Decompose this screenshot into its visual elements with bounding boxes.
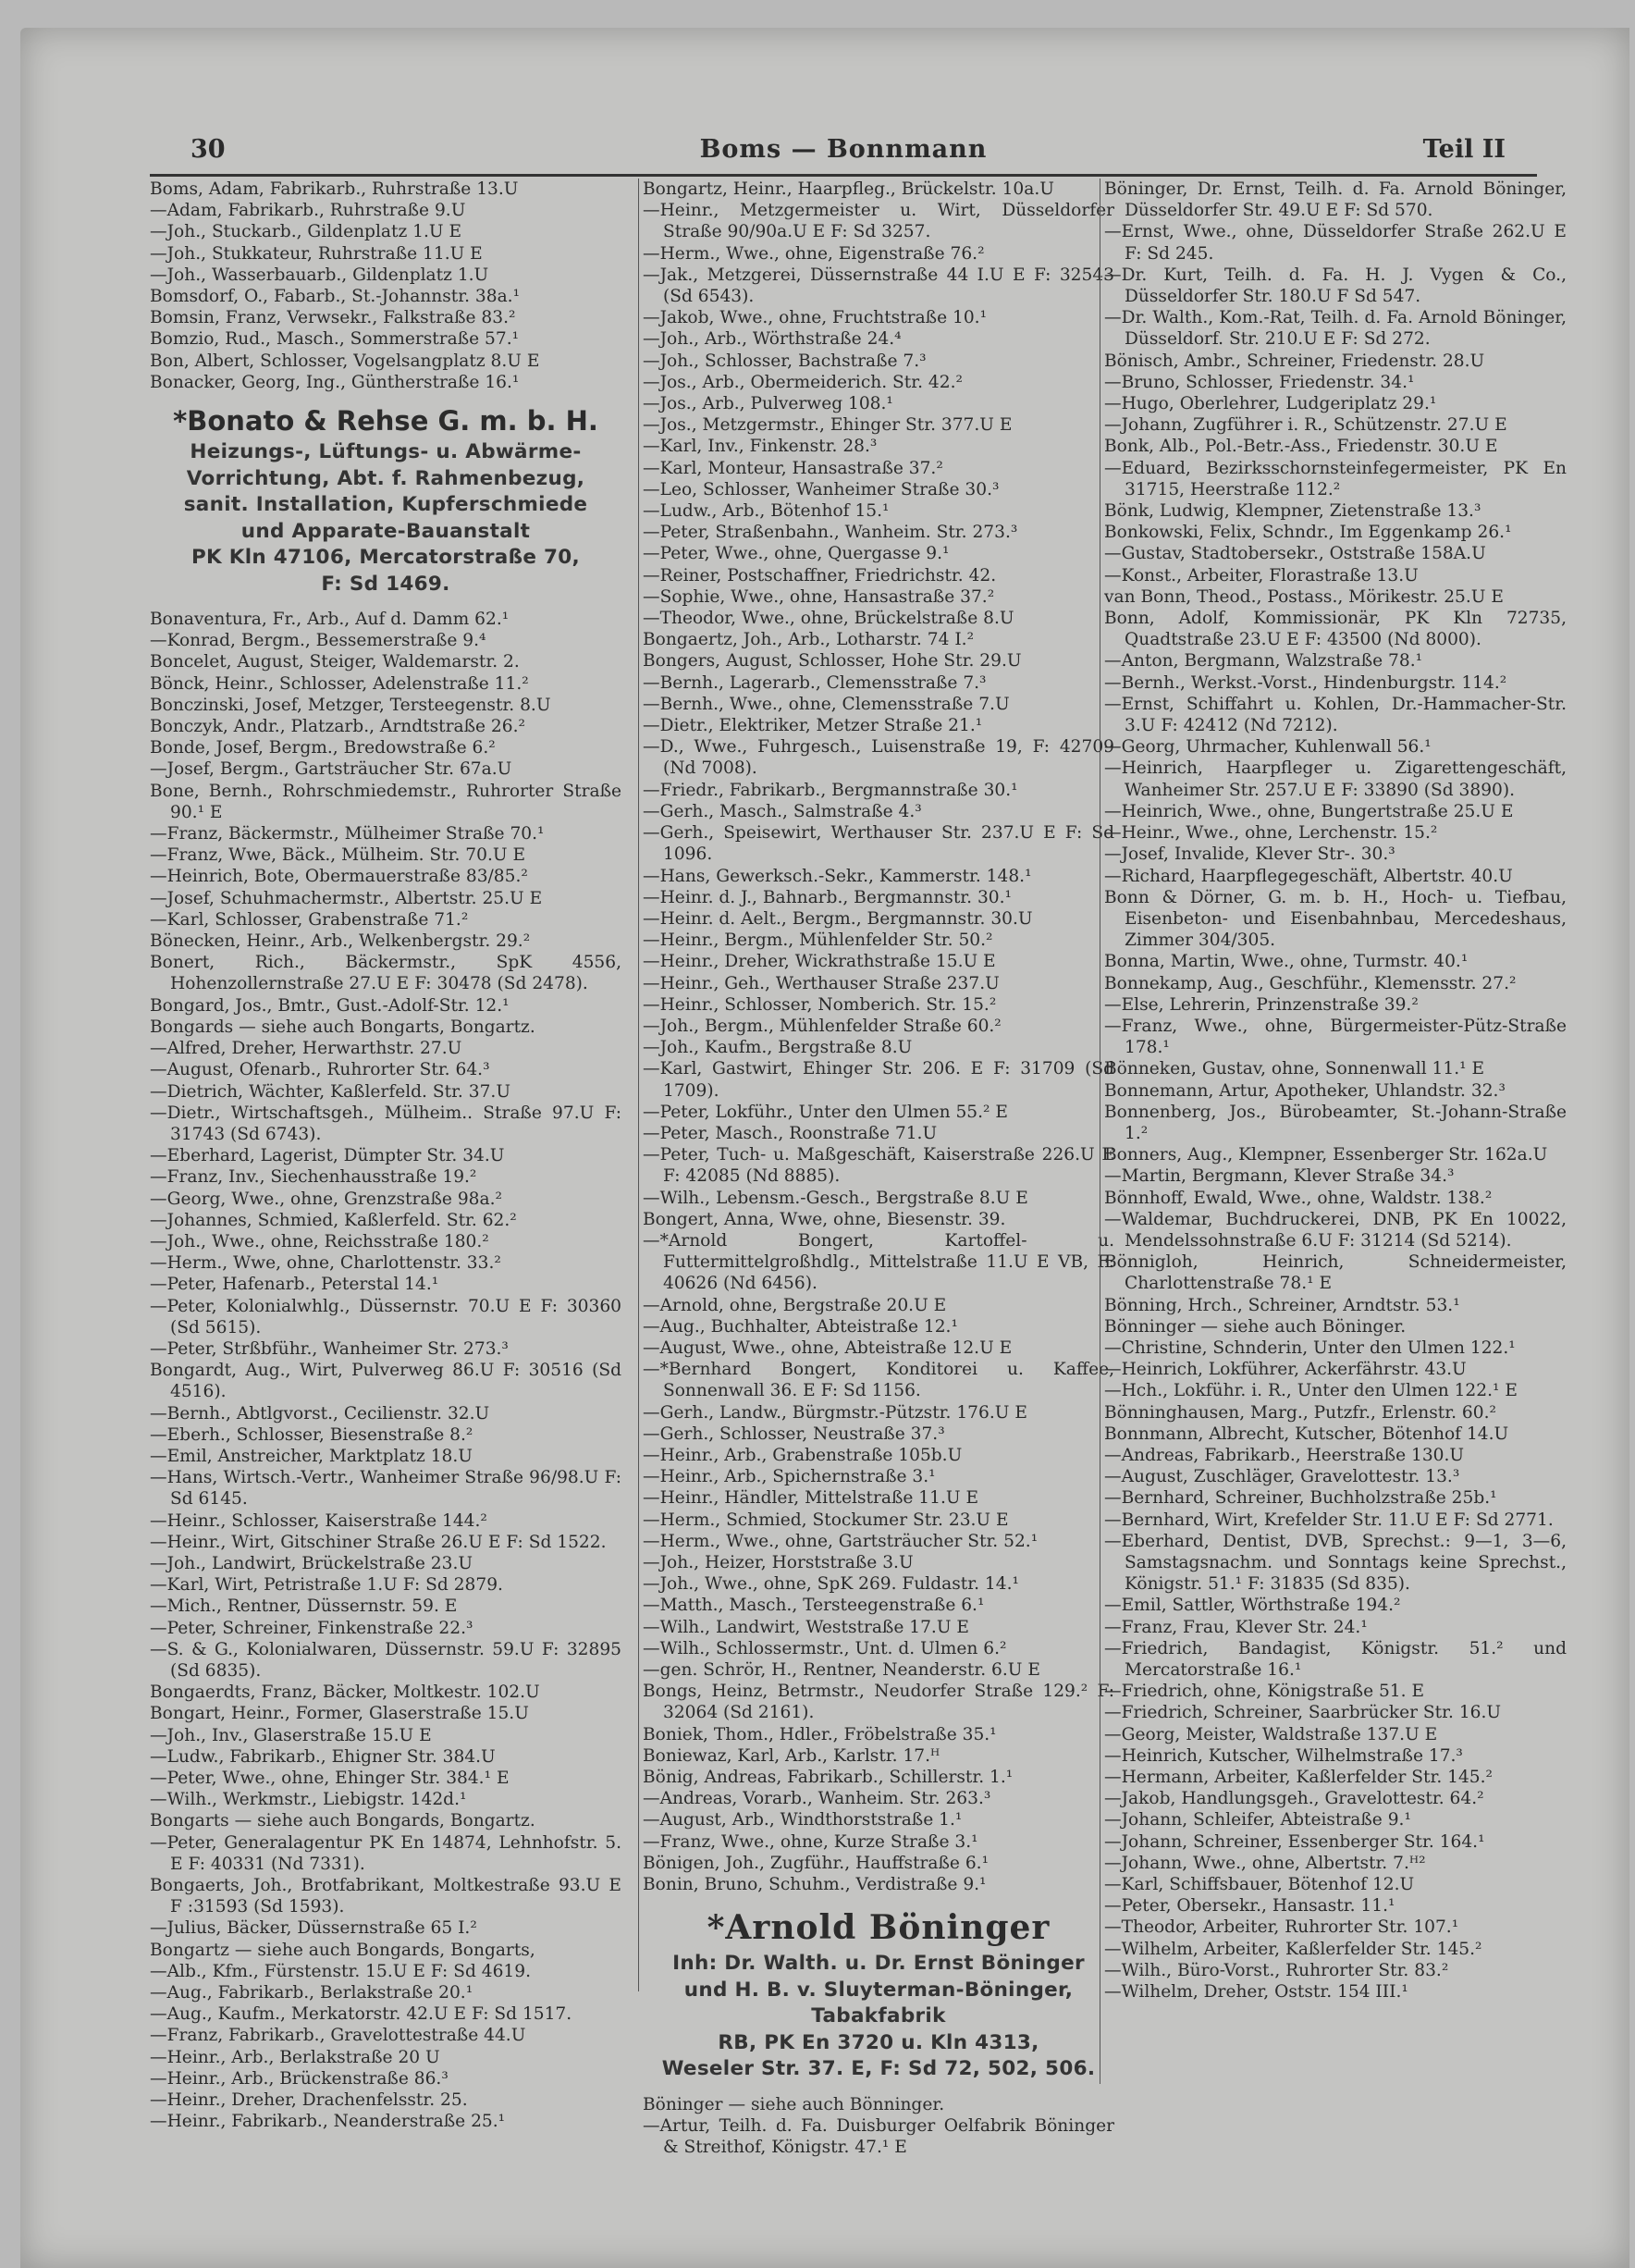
directory-entry: —Eduard, Bezirksschornsteinfegermeister, PK En 31715, Heerstraße 112.² xyxy=(1104,458,1567,499)
directory-entry: Bonert, Rich., Bäckermstr., SpK 4556, Hohenzollernstraße 27.U E F: 30478 (Sd 2478). xyxy=(150,953,621,994)
directory-entry: Bongaerts, Joh., Brotfabrikant, Moltkestraße 93.U E F :31593 (Sd 1593). xyxy=(150,1876,621,1917)
directory-entry: Bongartz, Heinr., Haarpfleg., Brückelstr. 10a.U xyxy=(643,179,1054,199)
ad-line: und Apparate-Bauanstalt xyxy=(240,519,531,543)
directory-entry: —Hans, Gewerksch.-Sekr., Kammerstr. 148.¹ xyxy=(643,866,1032,886)
directory-entry: —Richard, Haarpflegegeschäft, Albertstr. 40.U xyxy=(1104,866,1513,886)
directory-entry: —Joh., Wasserbauarb., Gildenplatz 1.U xyxy=(150,265,489,285)
directory-entry: —Joh., Landwirt, Brückelstraße 23.U xyxy=(150,1553,473,1573)
directory-entry: —Reiner, Postschaffner, Friedrichstr. 42. xyxy=(643,565,997,585)
directory-entry: —Johann, Schleifer, Abteistraße 9.¹ xyxy=(1104,1810,1411,1830)
directory-entry: —Bruno, Schlosser, Friedenstr. 34.¹ xyxy=(1104,372,1415,392)
directory-entry: van Bonn, Theod., Postass., Mörikestr. 25.U E xyxy=(1104,586,1504,607)
directory-entry: —Josef, Schuhmachermstr., Albertstr. 25.U E xyxy=(150,888,543,908)
directory-entry: Bonk, Alb., Pol.-Betr.-Ass., Friedenstr. 30.U E xyxy=(1104,437,1498,457)
directory-entry: —Julius, Bäcker, Düssernstraße 65 I.² xyxy=(150,1918,477,1939)
directory-entry: Bönigen, Joh., Zugführ., Hauffstraße 6.¹ xyxy=(643,1853,990,1873)
directory-entry: —Wilh., Werkmstr., Liebigstr. 142d.¹ xyxy=(150,1790,467,1810)
directory-entry: Bonczinski, Josef, Metzger, Tersteegenstr. 8.U xyxy=(150,695,551,715)
directory-entry: —Arnold, ohne, Bergstraße 20.U E xyxy=(643,1295,947,1315)
directory-entry: Bonde, Josef, Bergm., Bredowstraße 6.² xyxy=(150,738,496,758)
directory-entry: —Ludw., Fabrikarb., Ehigner Str. 384.U xyxy=(150,1746,496,1767)
directory-entry: —Georg, Wwe., ohne, Grenzstraße 98a.² xyxy=(150,1189,502,1209)
ad-line: Tabakfabrik xyxy=(811,2004,946,2028)
directory-entry: —Joh., Stukkateur, Ruhrstraße 11.U E xyxy=(150,243,483,264)
directory-entry: —Heinr., Arb., Grabenstraße 105b.U xyxy=(643,1445,963,1465)
directory-entry: —Wilh., Schlossermstr., Unt. d. Ulmen 6.² xyxy=(643,1638,1007,1658)
directory-entry: —Joh., Inv., Glaserstraße 15.U E xyxy=(150,1725,432,1745)
directory-entry: Boncelet, August, Steiger, Waldemarstr. 2. xyxy=(150,652,520,672)
directory-entry: —Heinr., Arb., Berlakstraße 20 U xyxy=(150,2047,440,2067)
directory-entry: Bönig, Andreas, Fabrikarb., Schillerstr. 1.¹ xyxy=(643,1768,1014,1788)
directory-entry: —Alfred, Dreher, Herwarthstr. 27.U xyxy=(150,1039,462,1059)
directory-entry: —Bernh., Werkst.-Vorst., Hindenburgstr. 114.² xyxy=(1104,672,1507,693)
directory-entry: Bönninger — siehe auch Böninger. xyxy=(1104,1316,1407,1337)
directory-entry: Bon, Albert, Schlosser, Vogelsangplatz 8.U E xyxy=(150,351,540,371)
directory-entry: Bonacker, Georg, Ing., Güntherstraße 16.¹ xyxy=(150,372,520,392)
directory-entry: —Aug., Buchhalter, Abteistraße 12.¹ xyxy=(643,1316,958,1337)
directory-entry: —Peter, Lokführ., Unter den Ulmen 55.² E xyxy=(643,1102,1008,1122)
directory-entry: —Hugo, Oberlehrer, Ludgeriplatz 29.¹ xyxy=(1104,394,1437,414)
directory-entry: Bongardt, Aug., Wirt, Pulverweg 86.U F: 30516 (Sd 4516). xyxy=(150,1361,621,1402)
directory-entry: —Sophie, Wwe., ohne, Hansastraße 37.² xyxy=(643,586,995,607)
directory-page xyxy=(150,129,1567,2158)
paper-sheet xyxy=(20,28,1629,2268)
directory-entry: —Peter, Obersekr., Hansastr. 11.¹ xyxy=(1104,1896,1395,1917)
directory-entry: —Gerh., Speisewirt, Werthauser Str. 237.U E F: Sd 1096. xyxy=(643,823,1114,865)
directory-entry: —Joh., Stuckarb., Gildenplatz 1.U E xyxy=(150,222,462,242)
directory-entry: Bönneken, Gustav, ohne, Sonnenwall 11.¹ E xyxy=(1104,1059,1485,1079)
directory-entry: —Heinr. d. J., Bahnarb., Bergmannstr. 30.¹ xyxy=(643,887,1013,907)
directory-entry: —Franz, Wwe., ohne, Kurze Straße 3.¹ xyxy=(643,1831,978,1852)
directory-entry: —Ernst, Wwe., ohne, Düsseldorfer Straße 262.U E F: Sd 245. xyxy=(1104,222,1567,264)
directory-entry: —Aug., Fabrikarb., Berlakstraße 20.¹ xyxy=(150,1983,473,2003)
directory-entry: —Eberh., Schlosser, Biesenstraße 8.² xyxy=(150,1424,473,1445)
directory-entry: —S. & G., Kolonialwaren, Düssernstr. 59.U F: 32895 (Sd 6835). xyxy=(150,1639,621,1681)
directory-entry: —Anton, Bergmann, Walzstraße 78.¹ xyxy=(1104,651,1423,672)
directory-entry: —Heinrich, Kutscher, Wilhelmstraße 17.³ xyxy=(1104,1745,1463,1766)
directory-entry: Bomsin, Franz, Verwsekr., Falkstraße 83.² xyxy=(150,308,516,328)
directory-entry: —Franz, Fabrikarb., Gravelottestraße 44.U xyxy=(150,2026,526,2046)
directory-entry: —Johann, Schreiner, Essenberger Str. 164.¹ xyxy=(1104,1831,1485,1852)
directory-entry: —Gerh., Landw., Bürgmstr.-Pützstr. 176.U E xyxy=(643,1402,1027,1423)
directory-entry: —Gerh., Masch., Salmstraße 4.³ xyxy=(643,801,922,821)
directory-entry: —August, Zuschläger, Gravelottestr. 13.³ xyxy=(1104,1467,1460,1487)
directory-entry: —Wilhelm, Dreher, Oststr. 154 III.¹ xyxy=(1104,1982,1408,2003)
directory-entry: —Heinrich, Wwe., ohne, Bungertstraße 25.U E xyxy=(1104,801,1514,821)
directory-entry: Boniek, Thom., Hdler., Fröbelstraße 35.¹ xyxy=(643,1724,997,1744)
advertisement xyxy=(643,1904,1114,2083)
directory-entry: —Friedrich, ohne, Königstraße 51. E xyxy=(1104,1682,1425,1702)
directory-entry: —Jos., Metzgermstr., Ehinger Str. 377.U E xyxy=(643,415,1013,436)
directory-entry: —Hermann, Arbeiter, Kaßlerfelder Str. 145.² xyxy=(1104,1768,1494,1788)
directory-entry: —Bernhard, Wirt, Krefelder Str. 11.U E F: Sd 2771. xyxy=(1104,1510,1554,1530)
directory-entry: —D., Wwe., Fuhrgesch., Luisenstraße 19, F: 42709 (Nd 7008). xyxy=(643,737,1114,779)
directory-entry: —Aug., Kaufm., Merkatorstr. 42.U E F: Sd 1517. xyxy=(150,2004,572,2025)
directory-entry: —Herm., Schmied, Stockumer Str. 23.U E xyxy=(643,1510,1009,1530)
directory-entry: —Heinrich, Haarpfleger u. Zigarettengeschäft, Wanheimer Str. 257.U E F: 33890 (Sd 3890). xyxy=(1104,758,1567,800)
directory-entry: Bongart, Heinr., Former, Glaserstraße 15.U xyxy=(150,1704,529,1724)
directory-entry: —Dr. Walth., Kom.-Rat, Teilh. d. Fa. Arnold Böninger, Düsseldorf. Str. 210.U E F: Sd 272. xyxy=(1104,308,1567,350)
directory-entry: —Joh., Arb., Wörthstraße 24.⁴ xyxy=(643,329,902,350)
ad-line: Inh: Dr. Walth. u. Dr. Ernst Böninger xyxy=(672,1952,1085,1976)
directory-entry: —Ludw., Arb., Bötenhof 15.¹ xyxy=(643,501,890,522)
directory-entry: —Jos., Arb., Pulverweg 108.¹ xyxy=(643,394,893,414)
directory-entry: —Eberhard, Lagerist, Dümpter Str. 34.U xyxy=(150,1146,505,1166)
directory-entry: —Jakob, Wwe., ohne, Fruchtstraße 10.¹ xyxy=(643,308,988,328)
directory-entry: —Heinr., Geh., Werthauser Straße 237.U xyxy=(643,973,1000,993)
directory-entry: —Dr. Kurt, Teilh. d. Fa. H. J. Vygen & Co., Düsseldorfer Str. 180.U F Sd 547. xyxy=(1104,265,1567,307)
directory-entry: —Josef, Bergm., Gartsträucher Str. 67a.U xyxy=(150,759,512,780)
directory-entry: —gen. Schrör, H., Rentner, Neanderstr. 6.U E xyxy=(643,1660,1040,1681)
directory-entry: —Jos., Arb., Obermeiderich. Str. 42.² xyxy=(643,372,963,392)
advertisement xyxy=(150,402,621,598)
directory-entry: —Georg, Uhrmacher, Kuhlenwall 56.¹ xyxy=(1104,737,1432,758)
page-number: 30 xyxy=(191,135,226,164)
directory-entry: —Dietr., Elektriker, Metzer Straße 21.¹ xyxy=(643,716,983,736)
ad-line: sanit. Installation, Kupferschmiede xyxy=(183,493,588,517)
directory-entry: —Bernh., Lagerarb., Clemensstraße 7.³ xyxy=(643,672,987,693)
directory-entry: Bongert, Anna, Wwe, ohne, Biesenstr. 39. xyxy=(643,1209,1006,1229)
ad-line: PK Kln 47106, Mercatorstraße 70, xyxy=(191,546,581,570)
directory-entry: —Joh., Heizer, Horststraße 3.U xyxy=(643,1553,914,1572)
directory-entry: —Martin, Bergmann, Klever Straße 34.³ xyxy=(1104,1166,1455,1187)
directory-entry: —Franz, Inv., Siechenhausstraße 19.² xyxy=(150,1167,477,1188)
directory-entry: —Peter, Wwe., ohne, Quergasse 9.¹ xyxy=(643,544,950,564)
directory-entry: —Heinr., Wirt, Gitschiner Straße 26.U E F: Sd 1522. xyxy=(150,1532,607,1552)
directory-entry: —*Bernhard Bongert, Konditorei u. Kaffee, Sonnenwall 36. E F: Sd 1156. xyxy=(643,1360,1114,1401)
part-label: Teil II xyxy=(1422,135,1506,164)
ad-firm-name: *Bonato & Rehse G. m. b. H. xyxy=(173,405,598,438)
directory-entry: —Heinr., Schlosser, Nomberich. Str. 15.² xyxy=(643,994,997,1015)
directory-entry: —Jak., Metzgerei, Düssernstraße 44 I.U E F: 32543 (Sd 6543). xyxy=(643,265,1114,307)
ad-line: Vorrichtung, Abt. f. Rahmenbezug, xyxy=(186,466,585,490)
directory-entry: —Johann, Wwe., ohne, Albertstr. 7.ᴴ² xyxy=(1104,1853,1426,1873)
directory-entry: Bomzio, Rud., Masch., Sommerstraße 57.¹ xyxy=(150,329,520,350)
directory-entry: —Heinr., Schlosser, Kaiserstraße 144.² xyxy=(150,1510,487,1531)
directory-entry: —Joh., Kaufm., Bergstraße 8.U xyxy=(643,1038,913,1058)
directory-entry: —Konst., Arbeiter, Florastraße 13.U xyxy=(1104,565,1419,585)
directory-entry: —Emil, Sattler, Wörthstraße 194.² xyxy=(1104,1596,1401,1616)
directory-entry: Bönk, Ludwig, Klempner, Zietenstraße 13.³ xyxy=(1104,501,1481,522)
directory-entry: Bomsdorf, O., Fabarb., St.-Johannstr. 38a.¹ xyxy=(150,287,521,307)
directory-entry: —Hch., Lokführ. i. R., Unter den Ulmen 122.¹ E xyxy=(1104,1381,1518,1401)
directory-entry: —August, Ofenarb., Ruhrorter Str. 64.³ xyxy=(150,1060,490,1080)
directory-entry: Bönisch, Ambr., Schreiner, Friedenstr. 28.U xyxy=(1104,351,1485,371)
directory-entry: —Peter, Schreiner, Finkenstraße 22.³ xyxy=(150,1618,473,1638)
directory-entry: —Mich., Rentner, Düssernstr. 59. E xyxy=(150,1596,458,1617)
directory-entry: —Karl, Schiffsbauer, Bötenhof 12.U xyxy=(1104,1875,1415,1895)
directory-entry: —Karl, Wirt, Petristraße 1.U F: Sd 2879. xyxy=(150,1575,503,1596)
directory-entry: —Herm., Wwe, ohne, Charlottenstr. 33.² xyxy=(150,1253,501,1274)
directory-entry: —Karl, Monteur, Hansastraße 37.² xyxy=(643,458,943,478)
directory-entry: —Peter, Tuch- u. Maßgeschäft, Kaiserstraße 226.U E F: 42085 (Nd 8885). xyxy=(643,1145,1114,1187)
directory-entry: —Johannes, Schmied, Kaßlerfeld. Str. 62.² xyxy=(150,1210,517,1230)
directory-entry: Bongarts — siehe auch Bongards, Bongartz. xyxy=(150,1811,535,1831)
directory-entry: Boniewaz, Karl, Arb., Karlstr. 17.ᴴ xyxy=(643,1745,940,1766)
directory-entry: Bongers, August, Schlosser, Hohe Str. 29.U xyxy=(643,651,1022,672)
directory-entry: —Wilh., Büro-Vorst., Ruhrorter Str. 83.² xyxy=(1104,1960,1449,1980)
directory-entry: Bonn & Dörner, G. m. b. H., Hoch- u. Tiefbau, Eisenbeton- und Eisenbahnbau, Mercedeshaus, Zimmer 304/305. xyxy=(1104,887,1567,951)
directory-entry: —Heinr., Bergm., Mühlenfelder Str. 50.² xyxy=(643,931,993,951)
directory-entry: Bönecken, Heinr., Arb., Welkenbergstr. 29.² xyxy=(150,931,531,952)
directory-entry: —Joh., Schlosser, Bachstraße 7.³ xyxy=(643,351,927,371)
directory-entry: —Karl, Schlosser, Grabenstraße 71.² xyxy=(150,909,469,930)
directory-entry: —Else, Lehrerin, Prinzenstraße 39.² xyxy=(1104,994,1419,1015)
directory-entry: —Franz, Wwe, Bäck., Mülheim. Str. 70.U E xyxy=(150,845,526,866)
directory-entry: —Dietrich, Wächter, Kaßlerfeld. Str. 37.U xyxy=(150,1081,510,1102)
directory-entry: —Theodor, Arbeiter, Ruhrorter Str. 107.¹ xyxy=(1104,1917,1459,1938)
page-header xyxy=(150,129,1537,177)
directory-entry: —Heinr., Dreher, Wickrathstraße 15.U E xyxy=(643,952,996,972)
directory-entry: Bone, Bernh., Rohrschmiedemstr., Ruhrorter Straße 90.¹ E xyxy=(150,781,621,822)
directory-entry: —Theodor, Wwe., ohne, Brückelstraße 8.U xyxy=(643,609,1014,629)
directory-entry: —Joh., Wwe., ohne, Reichsstraße 180.² xyxy=(150,1231,489,1251)
ad-firm-name: *Arnold Böninger xyxy=(707,1908,1051,1948)
column-1 xyxy=(150,179,621,2132)
directory-entry: Bonnekamp, Aug., Geschführ., Klemensstr. 27.² xyxy=(1104,973,1517,993)
directory-entry: —Heinrich, Bote, Obermauerstraße 83/85.² xyxy=(150,867,528,887)
directory-entry: Bönninghausen, Marg., Putzfr., Erlenstr. 60.² xyxy=(1104,1402,1496,1423)
directory-entry: Bongard, Jos., Bmtr., Gust.-Adolf-Str. 12.¹ xyxy=(150,995,510,1016)
directory-entry: —Dietr., Wirtschaftsgeh., Mülheim.. Straße 97.U F: 31743 (Sd 6743). xyxy=(150,1103,621,1144)
directory-entry: —Franz, Wwe., ohne, Bürgermeister-Pütz-Straße 178.¹ xyxy=(1104,1016,1567,1058)
directory-entry: —Konrad, Bergm., Bessemerstraße 9.⁴ xyxy=(150,631,486,651)
directory-entry: —Adam, Fabrikarb., Ruhrstraße 9.U xyxy=(150,201,466,221)
directory-entry: Bonnemann, Artur, Apotheker, Uhlandstr. 32.³ xyxy=(1104,1080,1506,1101)
directory-entry: —Karl, Gastwirt, Ehinger Str. 206. E F: 31709 (Sd 1709). xyxy=(643,1059,1114,1101)
directory-entry: —Gerh., Schlosser, Neustraße 37.³ xyxy=(643,1424,945,1444)
directory-entry: —Georg, Meister, Waldstraße 137.U E xyxy=(1104,1724,1438,1744)
directory-entry: —Emil, Anstreicher, Marktplatz 18.U xyxy=(150,1446,473,1466)
directory-entry: Bönck, Heinr., Schlosser, Adelenstraße 11.² xyxy=(150,673,529,694)
directory-entry: —Heinr., Arb., Brückenstraße 86.³ xyxy=(150,2068,449,2089)
directory-entry: —Waldemar, Buchdruckerei, DNB, PK En 10022, Mendelssohnstraße 6.U F: 31214 (Sd 5214). xyxy=(1104,1209,1567,1251)
directory-entry: —Joh., Bergm., Mühlenfelder Straße 60.² xyxy=(643,1016,1002,1036)
directory-entry: Böninger — siehe auch Bönninger. xyxy=(643,2094,945,2114)
directory-entry: —Heinr., Arb., Spichernstraße 3.¹ xyxy=(643,1467,936,1487)
directory-entry: —Heinr., Wwe., ohne, Lerchenstr. 15.² xyxy=(1104,823,1438,844)
directory-entry: Bönning, Hrch., Schreiner, Arndtstr. 53.¹ xyxy=(1104,1295,1460,1315)
ad-line: RB, PK En 3720 u. Kln 4313, xyxy=(718,2030,1039,2054)
directory-entry: Boms, Adam, Fabrikarb., Ruhrstraße 13.U xyxy=(150,179,519,199)
directory-entry: —Johann, Zugführer i. R., Schützenstr. 27.U E xyxy=(1104,415,1507,436)
directory-entry: —Leo, Schlosser, Wanheimer Straße 30.³ xyxy=(643,479,1000,499)
directory-entry: —Peter, Hafenarb., Peterstal 14.¹ xyxy=(150,1275,439,1295)
directory-entry: —Christine, Schnderin, Unter den Ulmen 122.¹ xyxy=(1104,1337,1516,1358)
directory-entry: —August, Wwe., ohne, Abteistraße 12.U E xyxy=(643,1337,1013,1358)
ad-line: und H. B. v. Sluyterman-Böninger, xyxy=(683,1978,1074,2002)
directory-entry: —Bernhard, Schreiner, Buchholzstraße 25b.¹ xyxy=(1104,1488,1497,1509)
directory-entry: —Josef, Invalide, Klever Str-. 30.³ xyxy=(1104,844,1395,865)
directory-entry: —Heinr. d. Aelt., Bergm., Bergmannstr. 30.U xyxy=(643,908,1033,929)
directory-entry: Böninger, Dr. Ernst, Teilh. d. Fa. Arnold Böninger, Düsseldorfer Str. 49.U E F: Sd 570. xyxy=(1104,179,1567,221)
directory-entry: —Peter, Masch., Roonstraße 71.U xyxy=(643,1123,938,1143)
directory-entry: —Herm., Wwe., ohne, Eigenstraße 76.² xyxy=(643,243,985,264)
directory-entry: —Wilh., Landwirt, Weststraße 17.U E xyxy=(643,1617,969,1637)
directory-entry: —Herm., Wwe., ohne, Gartsträucher Str. 52.¹ xyxy=(643,1531,1039,1551)
directory-entry: —Franz, Frau, Klever Str. 24.¹ xyxy=(1104,1617,1368,1637)
directory-entry: —Karl, Inv., Finkenstr. 28.³ xyxy=(643,437,878,457)
directory-entry: Bönnhoff, Ewald, Wwe., ohne, Waldstr. 138.² xyxy=(1104,1188,1493,1208)
directory-entry: Bonna, Martin, Wwe., ohne, Turmstr. 40.¹ xyxy=(1104,952,1469,972)
directory-entry: —Peter, Wwe., ohne, Ehinger Str. 384.¹ E xyxy=(150,1769,510,1788)
directory-entry: —Heinr., Fabrikarb., Neanderstraße 25.¹ xyxy=(150,2112,506,2132)
directory-entry: —Gustav, Stadtobersekr., Oststraße 158A.U xyxy=(1104,544,1486,564)
ad-line: Weseler Str. 37. E, F: Sd 72, 502, 506. xyxy=(661,2057,1096,2081)
directory-entry: Bonnmann, Albrecht, Kutscher, Bötenhof 14.U xyxy=(1104,1424,1509,1444)
directory-entry: —Heinr., Metzgermeister u. Wirt, Düsseldorfer Straße 90/90a.U E F: Sd 3257. xyxy=(643,201,1114,242)
directory-entry: Bonn, Adolf, Kommissionär, PK Kln 72735, Quadtstraße 23.U E F: 43500 (Nd 8000). xyxy=(1104,609,1567,650)
directory-entry: —Andreas, Vorarb., Wanheim. Str. 263.³ xyxy=(643,1789,991,1809)
directory-entry: —Alb., Kfm., Fürstenstr. 15.U E F: Sd 4619. xyxy=(150,1961,532,1981)
directory-entry: —Heinr., Händler, Mittelstraße 11.U E xyxy=(643,1488,979,1509)
directory-entry: —Peter, Kolonialwhlg., Düssernstr. 70.U E F: 30360 (Sd 5615). xyxy=(150,1296,621,1337)
directory-entry: Bongaerdts, Franz, Bäcker, Moltkestr. 102.U xyxy=(150,1683,540,1703)
directory-entry: —Peter, Strßbführ., Wanheimer Str. 273.³ xyxy=(150,1338,509,1359)
directory-entry: —Bernh., Abtlgvorst., Cecilienstr. 32.U xyxy=(150,1403,490,1424)
column-3 xyxy=(1100,179,1567,2084)
directory-entry: Bongartz — siehe auch Bongards, Bongarts, xyxy=(150,1940,535,1960)
ad-line: F: Sd 1469. xyxy=(321,572,450,596)
directory-entry: —Wilh., Lebensm.-Gesch., Bergstraße 8.U E xyxy=(643,1188,1028,1208)
directory-entry: —Hans, Wirtsch.-Vertr., Wanheimer Straße 96/98.U F: Sd 6145. xyxy=(150,1468,621,1510)
directory-entry: —*Arnold Bongert, Kartoffel- u. Futtermittelgroßhdlg., Mittelstraße 11.U E VB, F: 40626 (Nd 6456). xyxy=(643,1230,1114,1294)
directory-entry: Bonin, Bruno, Schuhm., Verdistraße 9.¹ xyxy=(643,1875,987,1895)
directory-entry: —Joh., Wwe., ohne, SpK 269. Fuldastr. 14.¹ xyxy=(643,1574,1019,1595)
directory-entry: Bongs, Heinz, Betrmstr., Neudorfer Straße 129.² F: 32064 (Sd 2161). xyxy=(643,1682,1114,1723)
directory-entry: —Franz, Bäckermstr., Mülheimer Straße 70.¹ xyxy=(150,824,545,844)
directory-entry: —Heinrich, Lokführer, Ackerfährstr. 43.U xyxy=(1104,1360,1467,1380)
directory-entry: Bonczyk, Andr., Platzarb., Arndtstraße 26.² xyxy=(150,717,525,737)
column-2 xyxy=(638,179,1114,2158)
directory-entry: —Matth., Masch., Tersteegenstraße 6.¹ xyxy=(643,1596,985,1616)
directory-entry: —Wilhelm, Arbeiter, Kaßlerfelder Str. 145.² xyxy=(1104,1939,1482,1959)
directory-entry: Bongards — siehe auch Bongarts, Bongartz. xyxy=(150,1017,535,1037)
directory-entry: Bonners, Aug., Klempner, Essenberger Str. 162a.U xyxy=(1104,1145,1548,1165)
directory-entry: —Bernh., Wwe., ohne, Clemensstraße 7.U xyxy=(643,694,1010,714)
directory-entry: —Jakob, Handlungsgeh., Gravelottestr. 64.² xyxy=(1104,1789,1484,1809)
directory-entry: Bongaertz, Joh., Arb., Lotharstr. 74 I.² xyxy=(643,630,975,650)
directory-entry: —August, Arb., Windthorststraße 1.¹ xyxy=(643,1810,963,1830)
directory-entry: —Artur, Teilh. d. Fa. Duisburger Oelfabrik Böninger & Streithof, Königstr. 47.¹ E xyxy=(643,2115,1114,2158)
directory-entry: —Heinr., Dreher, Drachenfelsstr. 25. xyxy=(150,2090,468,2111)
ad-line: Heizungs-, Lüftungs- u. Abwärme- xyxy=(190,440,582,464)
directory-entry: Bonaventura, Fr., Arb., Auf d. Damm 62.¹ xyxy=(150,610,510,630)
directory-entry: —Friedrich, Schreiner, Saarbrücker Str. 16.U xyxy=(1104,1703,1502,1723)
directory-entry: Bonkowski, Felix, Schndr., Im Eggenkamp 26.¹ xyxy=(1104,523,1512,543)
directory-entry: Bönnigloh, Heinrich, Schneidermeister, Charlottenstraße 78.¹ E xyxy=(1104,1252,1567,1294)
directory-entry: —Ernst, Schiffahrt u. Kohlen, Dr.-Hammacher-Str. 3.U F: 42412 (Nd 7212). xyxy=(1104,694,1567,736)
directory-entry: —Eberhard, Dentist, DVB, Sprechst.: 9—1, 3—6, Samstagsnachm. und Sonntags keine Sprechst., Königstr. 51.¹ F: 31835 (Sd 835). xyxy=(1104,1531,1567,1595)
directory-entry: —Friedrich, Bandagist, Königstr. 51.² und Mercatorstraße 16.¹ xyxy=(1104,1638,1567,1681)
directory-entry: —Peter, Straßenbahn., Wanheim. Str. 273.³ xyxy=(643,523,1018,543)
running-title: Boms — Bonnmann xyxy=(699,135,988,164)
directory-entry: —Andreas, Fabrikarb., Heerstraße 130.U xyxy=(1104,1445,1465,1465)
directory-entry: Bonnenberg, Jos., Bürobeamter, St.-Johann-Straße 1.² xyxy=(1104,1102,1567,1143)
directory-entry: —Peter, Generalagentur PK En 14874, Lehnhofstr. 5. E F: 40331 (Nd 7331). xyxy=(150,1832,621,1874)
directory-entry: —Friedr., Fabrikarb., Bergmannstraße 30.¹ xyxy=(643,780,1018,800)
